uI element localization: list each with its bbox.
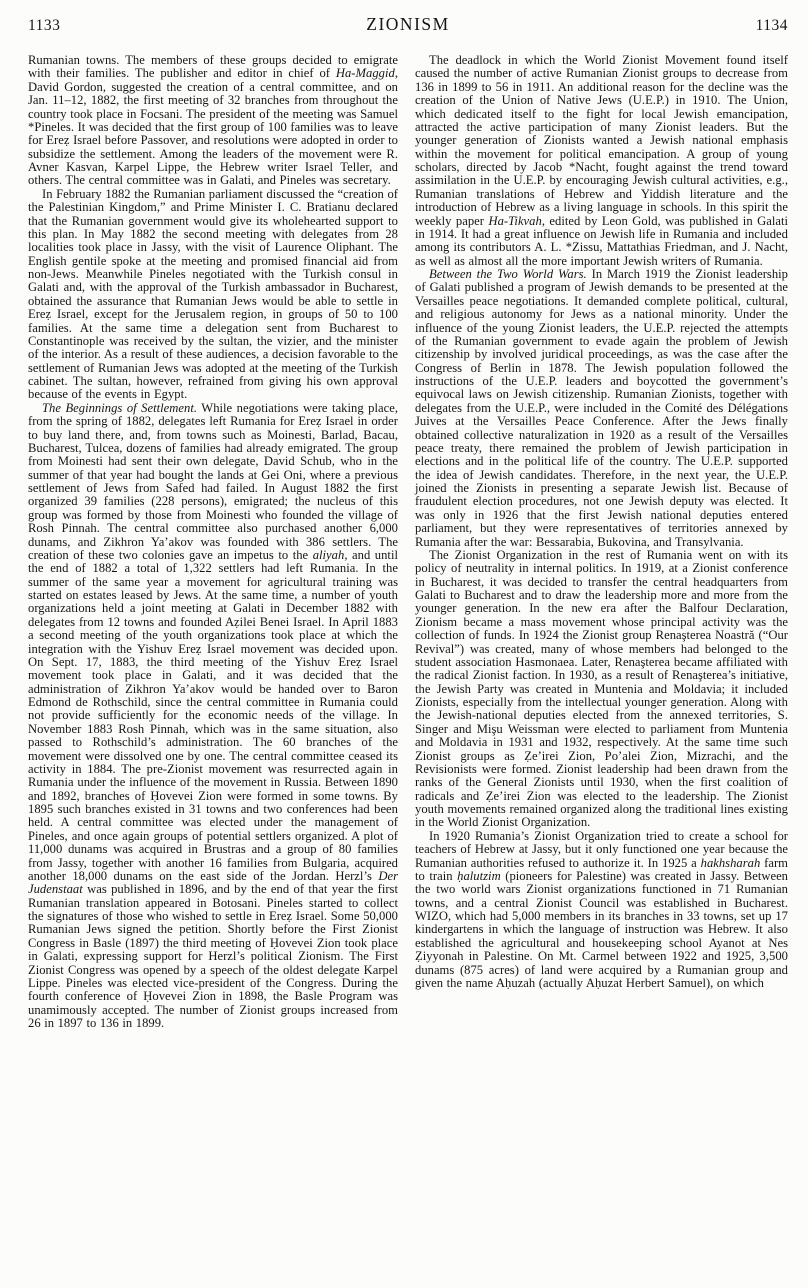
right-column (415, 54, 788, 1030)
body-text: In February 1882 the Rumanian parliament discussed the “creation of the Palestinian Kingdom,” and Prime Minister I. C. Bratianu declared that the Rumanian government would give its wholehearted support to this plan. In May 1882 the second meeting with delegates from 28 localities took place in Jassy, with the visit of Laurence Oliphant. The English gentile spoke at the meeting and promised financial aid from non-Jews. Meanwhile Pineles negotiated with the Turkish consul in Galati and, with the approval of the Turkish ambassador in Bucharest, obtained the assurance that Rumanian Jews would be able to settle in Ereẓ Israel, except for the Jerusalem region, in groups of 50 to 100 families. At the same time a delegation sent from Bucharest to Constantinople was received by the sultan, the vizier, and the minister of the interior. As a result of these audiences, a decision favorable to the settlement of Rumanian Jews was adopted at the meeting of the Turkish cabinet. The sultan, however, refrained from giving his own approval because of the events in Egypt. (28, 186, 398, 402)
body-text: In March 1919 the Zionist leadership of Galati published a program of Jewish demands to be presented at the Versailles peace negotiations. It demanded complete political, cultural, and religious autonomy for Jews as a national minority. Under the influence of the young Zionist leaders, the U.E.P. rejected the attempts of the Rumanian government to evade again the problem of Jewish citizenship by involved juridical proceedings, as was the case after the Congress of Berlin in 1878. The Jewish population followed the instructions of the U.E.P. leaders and boycotted the government’s equivocal laws on Jewish citizenship. Rumanian Zionists, together with delegates from the U.E.P., were included in the Comité des Délégations Juives at the Versailles Peace Conference. After the Jews finally obtained collective naturalization in 1920 as a result of the Versailles peace treaty, there remained the problem of Jewish participation in elections and in the political life of the country. The U.E.P. supported the idea of Jewish candidates. Therefore, in the next year, the U.E.P. joined the Zionists in presenting a separate Jewish list. Because of fraudulent election procedures, not one Jewish deputy was elected. It was only in 1926 that the first Jewish national deputies entered parliament, but they were representatives of territories annexed by Rumania after the war: Bessarabia, Bukovina, and Transylvania. (415, 267, 789, 549)
paragraph (28, 402, 398, 1031)
italic-text: The Beginnings of Settlement. (42, 400, 198, 415)
paragraph (28, 54, 398, 188)
body-text: Rumanian towns. The members of these groups decided to emigrate with their families. The publisher and editor in chief of (28, 53, 398, 81)
body-text: (pioneers for Palestine) was created in Jassy. Between the two world wars Zionist organizations functioned in 71 Rumanian towns, and a central Zionist Council was established in Bucharest. WIZO, which had 5,000 members in its branches in 33 towns, set up 17 kindergartens in which the language of instruction was Hebrew. It also established the agricultural and housekeeping school Ayanot at Nes Ẓiyyonah in Palestine. On Mt. Carmel between 1922 and 1925, 3,500 dunams (875 acres) of land were acquired by a Rumanian group and given the name Aḥuzah (actually Aḥuzat Herbert Samuel), on which (415, 868, 788, 990)
body-text: farm to train (415, 855, 788, 883)
paragraph (415, 268, 788, 549)
body-text: , David Gordon, suggested the creation of a central committee, and on Jan. 11–12, 1882, the first meeting of 32 branches from throughout the country took place in Focsani. The president of the meeting was Samuel *Pineles. It was decided that the first group of 100 families was to leave for Ereẓ Israel before Passover, and resolutions were adopted in order to subsidize the settlement. Among the leaders of the movement were R. Avner Kasvan, Karpel Lippe, the Hebrew writer Israel Teller, and others. The central committee was in Galati, and Pineles was secretary. (28, 66, 398, 188)
page-title: ZIONISM (366, 14, 450, 34)
body-text: The deadlock in which the World Zionist Movement found itself caused the number of active Rumanian Zionist groups to decrease from 136 in 1899 to 56 in 1911. An additional reason for the decline was the creation of the Union of Native Jews (U.E.P.) in 1910. The Union, which dedicated itself to the fight for local Jewish emancipation, attracted the active participation of many Zionist leaders. But the younger generation of Zionists wanted a Jewish national emphasis within the movement for political emancipation. A group of young scholars, directed by Jacob *Nacht, fought against the trend toward assimilation in the U.E.P. by encouraging Jewish cultural activities, e.g., Rumanian translations of Hebrew and Yiddish literature and the introduction of Hebrew as a living language in schools. In this spirit the weekly paper (415, 53, 788, 228)
left-column (28, 54, 398, 1030)
italic-text: Ha-Maggid (335, 66, 395, 81)
body-text: The Zionist Organization in the rest of Rumania went on with its policy of neutrality in internal politics. In 1919, at a Zionist conference in Bucharest, it was decided to transfer the central headquarters from Galati to Bucharest and to draw the leadership more and more from the younger generation. In the new era after the Balfour Declaration, Zionism became a mass movement whose principal activity was the collection of funds. In 1924 the Zionist group Renaşterea Noastră (“Our Revival”) was created, many of whose members had belonged to the student association Hasmonaea. Later, Renaşterea became affiliated with the radical Zionist faction. In 1930, as a result of Renaşterea’s initiative, the Jewish Party was created in Muntenia and Moldavia; it included Zionists, especially from the intellectual younger generation. Along with the Jewish-national deputies elected from the annexed territories, S. Singer and Mişu Weissman were elected to parliament from Muntenia and Moldavia in 1931 and 1932, respectively. At the same time such Zionist groups as Ẓe’irei Zion, Po’alei Zion, Mizrachi, and the Revisionists were formed. Zionist leadership had been drawn from the ranks of the General Zionists until 1930, when the first coalition of radicals and Ẓe’irei Zion was elected to the leadership. The Zionist youth movements remained organized along the traditional lines existing in the World Zionist Organization. (415, 547, 788, 830)
body-text: , edited by Leon Gold, was published in Galati in 1914. It had a great influence on Jewish life in Rumania and included among its contributors A. L. *Zissu, Mattathias Friedman, and J. Nacht, as well as almost all the more important Jewish writers of Rumania. (415, 213, 788, 268)
italic-text: ḥalutzim (457, 868, 501, 883)
body-text: While negotiations were taking place, from the spring of 1882, delegates left Rumania for Ereẓ Israel in order to buy land there, and, from towns such as Moinesti, Barlad, Bacau, Bucharest, Tulcea, dozens of families had already emigrated. The group from Moinesti had sent their own delegate, David Schub, who in the summer of that year had bought the lands at Gei Oni, where a previous settlement of Jews from Safed had failed. In August 1882 the first organized 39 families (228 persons), emigrated; the nucleus of this group was formed by those from Moinesti who founded the village of Rosh Pinnah. The central committee also purchased another 6,000 dunams, and Zikhron Ya’akov was founded with 386 settlers. The creation of these two colonies gave an impetus to the (28, 400, 398, 562)
italic-text: aliyah (312, 547, 345, 562)
body-text: In 1920 Rumania’s Zionist Organization tried to create a school for teachers of Hebrew at Jassy, but it only functioned one year because the Rumanian authorities refused to authorize it. In 1925 a (415, 828, 788, 870)
italic-text: Der Judenstaat (28, 868, 398, 897)
paragraph (415, 54, 788, 268)
page-number-left: 1133 (28, 17, 61, 34)
paragraph (415, 549, 788, 830)
page-header (28, 14, 788, 44)
italic-text: hakhsharah (700, 855, 761, 870)
two-column-text-body (28, 54, 788, 1030)
italic-text: Between the Two World Wars. (429, 267, 587, 281)
italic-text: Ha-Tikvah (488, 213, 542, 228)
body-text: , and until the end of 1882 a total of 1,322 settlers had left Rumania. In the summer of the same year a movement for agricultural training was started on estates leased by Jews. At the same time, a number of youth organizations held a joint meeting at Galati in December 1882 with delegates from 12 towns and founded Aẓilei Benei Israel. In April 1883 a second meeting of the youth organizations took place at which the integration with the Yishuv Ereẓ Israel movement was decided upon. On Sept. 17, 1883, the third meeting of the Yishuv Ereẓ Israel movement took place in Galati, and it was decided that the administration of Zikhron Ya’akov would be handed over to Baron Edmond de Rothschild, since the central committee in Rumania could not provide sufficiently for the economic needs of the village. In November 1883 Rosh Pinnah, which was in the same situation, also passed to Rothschild’s administration. The 60 branches of the movement were dissolved one by one. The central committee ceased its activity in 1884. The pre-Zionist movement was resurrected again in Rumania under the influence of the movement in Russia. Between 1890 and 1892, branches of Ḥovevei Zion were formed in some towns. By 1895 such branches existed in 31 towns and two conferences had been held. A central committee was elected under the management of Pineles, and once again groups of potential settlers organized. A plot of 11,000 dunams was acquired in Brustras and a group of 80 families from Jassy, together with another 16 families from Bulgaria, acquired another 18,000 dunams on the east side of the Jordan. Herzl’s (28, 547, 398, 883)
page-number-right: 1134 (755, 17, 788, 34)
body-text: was published in 1896, and by the end of that year the first Rumanian translation appeared in Botosani. Pineles started to collect the signatures of those who wished to settle in Ereẓ Israel. Some 50,000 Rumanian Jews signed the petition. Shortly before the First Zionist Congress in Basle (1897) the third meeting of Ḥovevei Zion took place in Galati, expressing support for Herzl’s political Zionism. The First Zionist Congress was opened by a speech of the oldest delegate Karpel Lippe. Pineles was elected vice-president of the Congress. During the fourth conference of Ḥovevei Zion in 1898, the Basle Program was unamimously accepted. The number of Zionist groups increased from 26 in 1897 to 136 in 1899. (28, 882, 398, 1030)
paragraph (415, 830, 788, 991)
paragraph (28, 188, 398, 402)
